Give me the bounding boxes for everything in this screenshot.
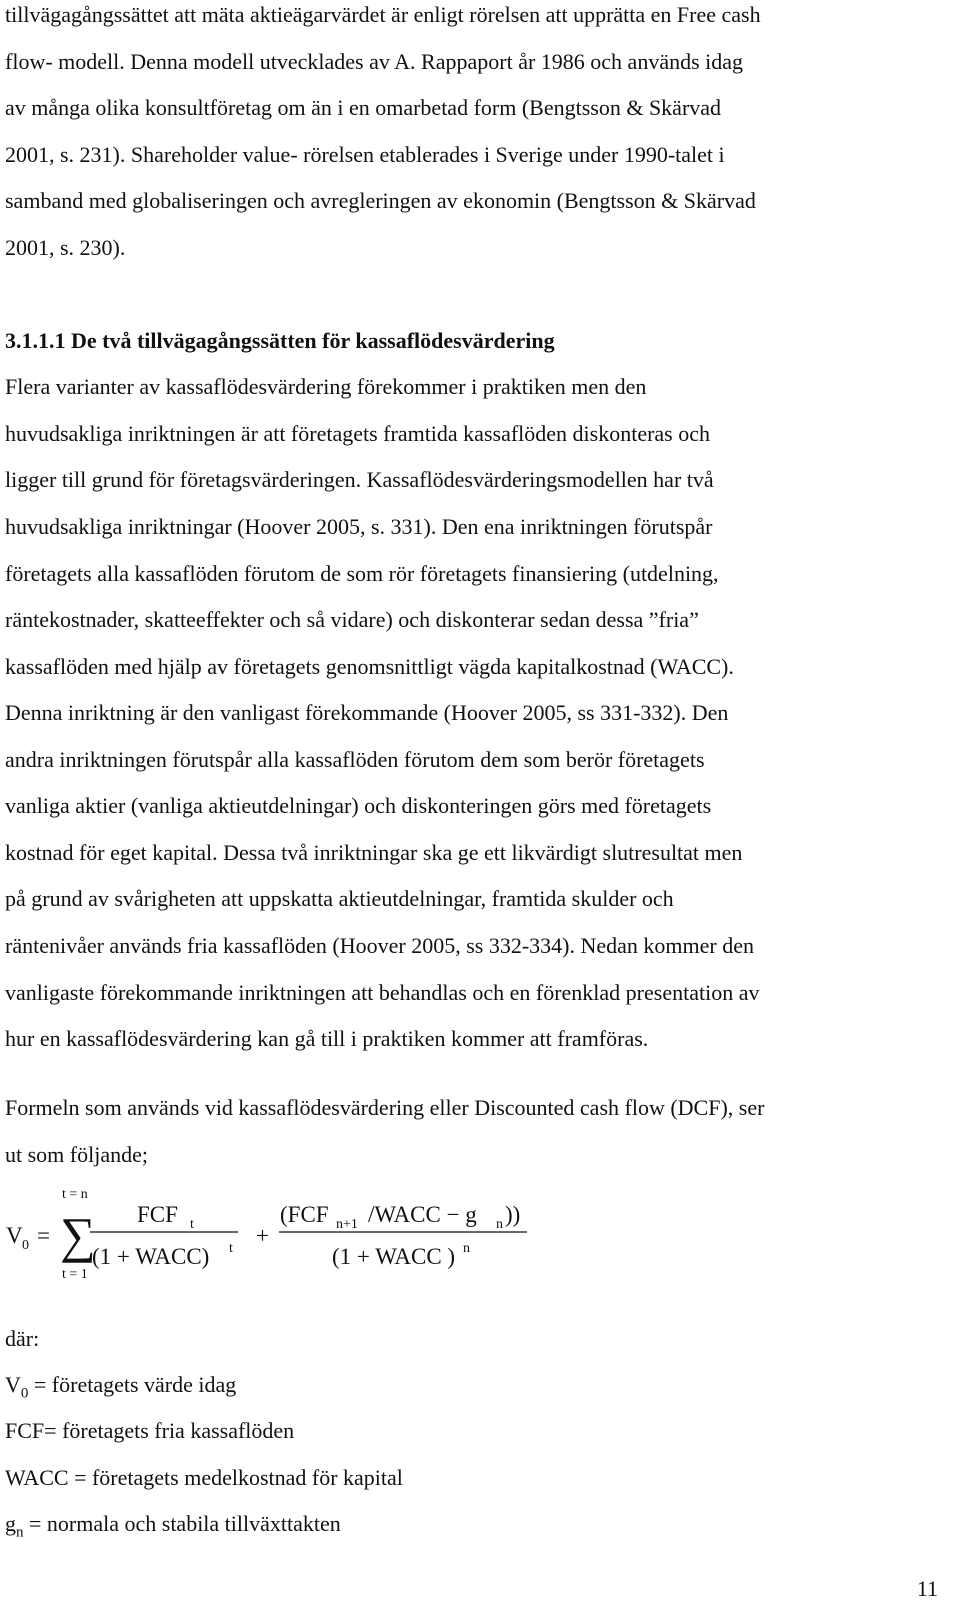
formula-lhs: V: [6, 1223, 23, 1248]
text-line: tillvägagångssättet att mäta aktieägarvärdet är enligt rörelsen att upprätta en Free cash: [5, 2, 761, 27]
definition-gn: [5, 1511, 341, 1545]
text-line: hur en kassaflödesvärdering kan gå till i praktiken kommer att framföras.: [5, 1026, 649, 1051]
text-line: huvudsakliga inriktningar (Hoover 2005, s. 331). Den ena inriktningen förutspår: [5, 514, 713, 539]
section-heading: 3.1.1.1 De två tillvägagångssätten för kassaflödesvärdering: [5, 328, 555, 353]
term2-denominator-sup: n: [463, 1241, 470, 1256]
text-line: vanliga aktier (vanliga aktieutdelningar) och diskonteringen görs med företagets: [5, 793, 712, 818]
text-line: räntekostnader, skatteeffekter och så vidare) och diskonterar sedan dessa ”fria”: [5, 607, 699, 632]
definition-v0: [5, 1372, 236, 1406]
term1-denominator-sup: t: [229, 1241, 233, 1256]
text-line: av många olika konsultföretag om än i en omarbetad form (Bengtsson & Skärvad: [5, 95, 722, 120]
term2-denominator: (1 + WACC ): [332, 1244, 456, 1269]
text-line: kostnad för eget kapital. Dessa två inriktningar ska ge ett likvärdigt slutresultat men: [5, 840, 743, 865]
term2-numerator-c: )): [505, 1202, 521, 1227]
sigma-symbol: ∑: [60, 1207, 96, 1263]
definition-symbol: g: [5, 1511, 16, 1536]
formula-lhs-sub: 0: [22, 1238, 29, 1253]
definitions-label: där:: [5, 1326, 40, 1351]
text-line: företagets alla kassaflöden förutom de som rör företagets finansiering (utdelning,: [5, 561, 719, 586]
definition-text: = företagets fria kassaflöden: [44, 1418, 295, 1443]
text-line: vanligaste förekommande inriktningen att behandlas och en förenklad presentation av: [5, 980, 760, 1005]
definition-text: = företagets värde idag: [28, 1372, 237, 1397]
formula-equals: =: [37, 1223, 50, 1248]
text-line: ut som följande;: [5, 1142, 148, 1167]
text-line: samband med globaliseringen och avregleringen av ekonomin (Bengtsson & Skärvad: [5, 188, 756, 213]
text-line: Denna inriktning är den vanligast förekommande (Hoover 2005, ss 331-332). Den: [5, 700, 729, 725]
term1-numerator: FCF: [137, 1202, 178, 1227]
term2-numerator-a: (FCF: [280, 1202, 329, 1227]
text-line: på grund av svårigheten att uppskatta aktieutdelningar, framtida skulder och: [5, 886, 674, 911]
definition-symbol: FCF: [5, 1418, 45, 1443]
text-line: huvudsakliga inriktningen är att företagets framtida kassaflöden diskonteras och: [5, 421, 711, 446]
term1-numerator-sub: t: [190, 1217, 194, 1232]
definition-symbol-sub: 0: [20, 1385, 29, 1402]
formula-plus: +: [256, 1223, 269, 1248]
definition-symbol-sub: n: [16, 1524, 24, 1541]
text-line: andra inriktningen förutspår alla kassaflöden förutom dem som berör företagets: [5, 747, 705, 772]
text-line: 2001, s. 231). Shareholder value- rörelsen etablerades i Sverige under 1990-talet i: [5, 142, 725, 167]
text-line: kassaflöden med hjälp av företagets genomsnittligt vägda kapitalkostnad (WACC).: [5, 654, 734, 679]
definition-text: = normala och stabila tillväxttakten: [23, 1511, 341, 1536]
term1-denominator: (1 + WACC): [92, 1244, 210, 1269]
dcf-formula: [0, 1186, 700, 1306]
term2-numerator-b: /WACC − g: [368, 1202, 477, 1227]
definition-symbol: WACC: [5, 1465, 69, 1490]
text-line: 2001, s. 230).: [5, 235, 126, 260]
definition-text: = företagets medelkostnad för kapital: [68, 1465, 403, 1490]
text-line: Formeln som används vid kassaflödesvärdering eller Discounted cash flow (DCF), ser: [5, 1095, 765, 1120]
text-line: räntenivåer används fria kassaflöden (Hoover 2005, ss 332-334). Nedan kommer den: [5, 933, 754, 958]
sum-upper-limit: t = n: [62, 1187, 88, 1202]
sum-lower-limit: t = 1: [62, 1267, 88, 1282]
term2-numerator-sub2: n: [496, 1217, 503, 1232]
definition-symbol: V: [5, 1372, 21, 1397]
text-line: ligger till grund för företagsvärderingen. Kassaflödesvärderingsmodellen har två: [5, 467, 714, 492]
page-number: 11: [916, 1576, 938, 1601]
definition-wacc: [5, 1465, 403, 1491]
text-line: Flera varianter av kassaflödesvärdering förekommer i praktiken men den: [5, 374, 647, 399]
term2-numerator-sub1: n+1: [336, 1217, 358, 1232]
definition-fcf: [5, 1418, 294, 1444]
text-line: flow- modell. Denna modell utvecklades av A. Rappaport år 1986 och används idag: [5, 49, 744, 74]
